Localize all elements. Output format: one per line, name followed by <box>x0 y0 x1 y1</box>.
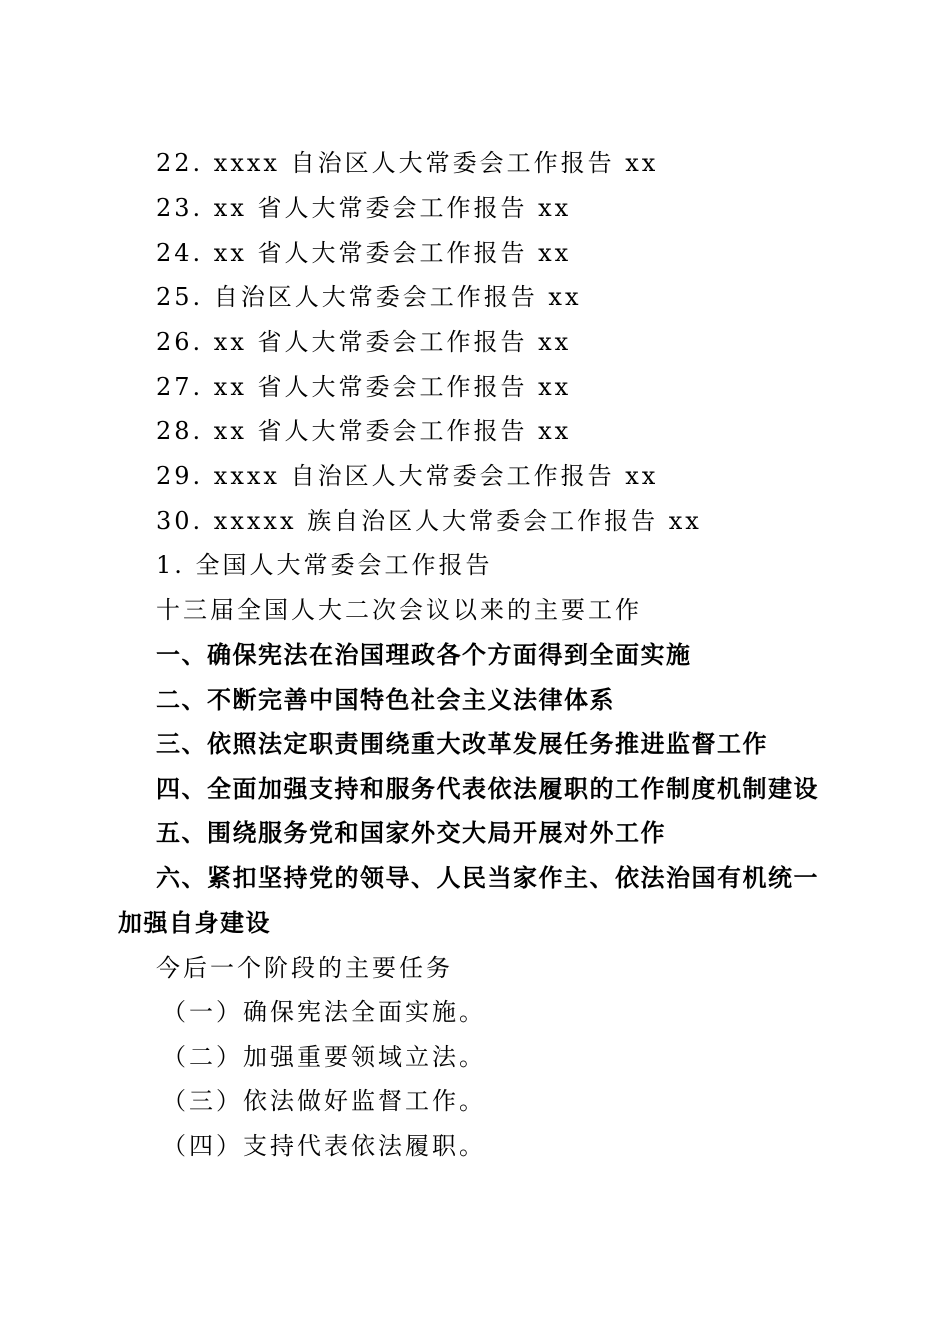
main-work-item-6-continuation: 加强自身建设 <box>118 909 271 937</box>
main-work-item-6: 六、紧扣坚持党的领导、人民当家作主、依法治国有机统一 <box>156 864 819 892</box>
task-item-4: （四）支持代表依法履职。 <box>162 1132 486 1160</box>
tasks-heading: 今后一个阶段的主要任务 <box>156 954 453 982</box>
report-list-item-23: 23. xx 省人大常委会工作报告 xx <box>156 194 572 222</box>
task-item-3: （三）依法做好监督工作。 <box>162 1087 486 1115</box>
main-work-item-4: 四、全面加强支持和服务代表依法履职的工作制度机制建设 <box>156 775 819 803</box>
main-work-item-5: 五、围绕服务党和国家外交大局开展对外工作 <box>156 819 666 847</box>
main-work-heading: 十三届全国人大二次会议以来的主要工作 <box>156 596 642 624</box>
report-list-item-25: 25. 自治区人大常委会工作报告 xx <box>156 283 582 311</box>
task-item-1: （一）确保宪法全面实施。 <box>162 998 486 1026</box>
report-list-item-24: 24. xx 省人大常委会工作报告 xx <box>156 239 572 267</box>
main-work-item-3: 三、依照法定职责围绕重大改革发展任务推进监督工作 <box>156 730 768 758</box>
report-list-item-26: 26. xx 省人大常委会工作报告 xx <box>156 328 572 356</box>
report-list-item-22: 22. xxxx 自治区人大常委会工作报告 xx <box>156 149 659 177</box>
report-list-item-30: 30. xxxxx 族自治区人大常委会工作报告 xx <box>156 507 702 535</box>
report-list-item-28: 28. xx 省人大常委会工作报告 xx <box>156 417 572 445</box>
report-list-item-29: 29. xxxx 自治区人大常委会工作报告 xx <box>156 462 659 490</box>
report-list-item-27: 27. xx 省人大常委会工作报告 xx <box>156 373 572 401</box>
task-item-2: （二）加强重要领域立法。 <box>162 1043 486 1071</box>
main-work-item-2: 二、不断完善中国特色社会主义法律体系 <box>156 686 615 714</box>
main-work-item-1: 一、确保宪法在治国理政各个方面得到全面实施 <box>156 641 692 669</box>
section-title: 1. 全国人大常委会工作报告 <box>156 551 493 579</box>
